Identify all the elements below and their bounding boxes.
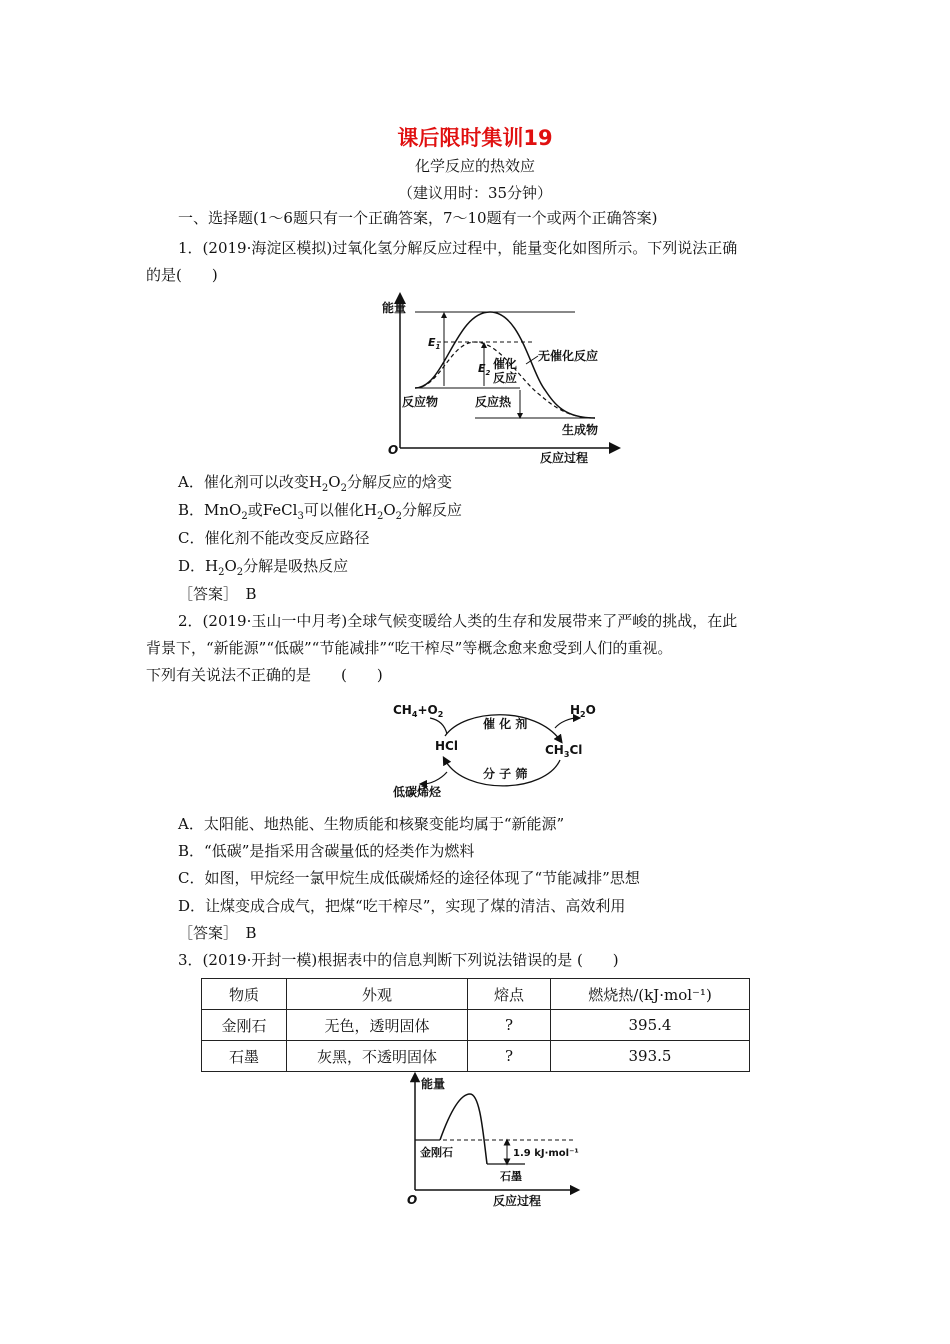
q3-info-table <box>201 978 750 1072</box>
table-header-cell: 外观 <box>287 979 468 1010</box>
table-cell: 灰黑，不透明固体 <box>287 1041 468 1072</box>
q1-energy-diagram <box>370 290 630 465</box>
table-cell: 无色，透明固体 <box>287 1010 468 1041</box>
q1-heat-label: 反应热 <box>475 395 512 409</box>
table-row <box>202 1010 750 1041</box>
q1-option-d: D．$H_2O_2$分解是吸热反应 <box>178 557 349 578</box>
q1-x-axis-label: 反应过程 <box>540 451 589 465</box>
q1-option-a: A．催化剂可以改变$H_2O_2$分解反应的焓变 <box>178 473 452 494</box>
table-header-cell: 燃烧热/(kJ·mol⁻¹) <box>551 979 750 1010</box>
table-header-row <box>202 979 750 1010</box>
q2-stem-line2: 背景下，“新能源”“低碳”“节能减排”“吃干榨尽”等概念愈来愈受到人们的重视。 <box>146 639 673 657</box>
q2-hcl-label: HCl <box>435 739 458 753</box>
q1-e1-label: $E_1$ <box>428 336 441 351</box>
q1-catalyzed-label-2: 反应 <box>493 371 518 385</box>
table-cell: 金刚石 <box>202 1010 287 1041</box>
q2-answer: ［答案］ B <box>178 924 257 942</box>
q1-stem-line2: 的是( ) <box>146 266 218 284</box>
q3-graphite-label: 石墨 <box>500 1170 522 1183</box>
q2-stem-line3: 下列有关说法不正确的是 ( ) <box>146 666 383 684</box>
q2-h2o-label: $H_2O$ <box>570 703 596 719</box>
table-cell: 395.4 <box>551 1010 750 1041</box>
table-cell: ? <box>468 1041 551 1072</box>
q1-origin: O <box>388 443 399 457</box>
q3-delta-label: 1.9 kJ·mol⁻¹ <box>513 1148 579 1159</box>
q1-option-b: B．MnO$_2$或FeCl$_3$可以催化$H_2O_2$分解反应 <box>178 501 463 522</box>
section-heading: 一、选择题(1～6题只有一个正确答案，7～10题有一个或两个正确答案) <box>178 209 658 227</box>
q3-diamond-label: 金刚石 <box>420 1146 453 1159</box>
page-title: 课后限时集训19 <box>397 126 553 150</box>
q1-catalyzed-label-1: 催化 <box>493 357 518 371</box>
q3-energy-diagram <box>395 1072 585 1212</box>
q2-stem-line1: 2．(2019·玉山一中月考)全球气候变暖给人类的生存和发展带来了严峻的挑战，在此 <box>178 612 738 630</box>
page-subtitle: 化学反应的热效应 <box>414 157 535 175</box>
table-cell: 393.5 <box>551 1041 750 1072</box>
table-cell: 石墨 <box>202 1041 287 1072</box>
q3-origin: O <box>407 1193 418 1207</box>
q2-option-c: C．如图，甲烷经一氯甲烷生成低碳烯烃的途径体现了“节能减排”思想 <box>178 869 640 887</box>
q3-stem: 3．(2019·开封一模)根据表中的信息判断下列说法错误的是 ( ) <box>178 951 619 969</box>
q2-cycle-diagram <box>385 698 605 803</box>
q3-y-axis-label: 能量 <box>421 1077 446 1091</box>
q2-ch4-label: $CH_4+O_2$ <box>393 703 444 719</box>
q3-x-axis-label: 反应过程 <box>493 1194 542 1208</box>
q1-reactant-label: 反应物 <box>402 395 439 409</box>
q2-olefin-label: 低碳烯烃 <box>393 785 442 799</box>
q2-sieve-label: 分 子 筛 <box>483 767 528 781</box>
q2-option-d: D．让煤变成合成气，把煤“吃干榨尽”，实现了煤的清洁、高效利用 <box>178 897 626 915</box>
q1-e2-label: $E_2$ <box>478 362 491 377</box>
q1-answer: ［答案］ B <box>178 585 257 603</box>
table-header-cell: 熔点 <box>468 979 551 1010</box>
q2-option-a: A．太阳能、地热能、生物质能和核聚变能均属于“新能源” <box>178 815 565 833</box>
table-row <box>202 1041 750 1072</box>
suggested-time: （建议用时：35分钟） <box>397 184 553 202</box>
table-cell: ? <box>468 1010 551 1041</box>
q2-catalyst-label: 催 化 剂 <box>483 717 528 731</box>
q1-option-c: C．催化剂不能改变反应路径 <box>178 529 370 547</box>
q2-option-b: B．“低碳”是指采用含碳量低的烃类作为燃料 <box>178 842 475 860</box>
q1-uncatalyzed-label: 无催化反应 <box>538 349 599 363</box>
q1-product-label: 生成物 <box>562 423 599 437</box>
q1-y-axis-label-1: 能量 <box>382 301 407 315</box>
table-header-cell: 物质 <box>202 979 287 1010</box>
q2-ch3cl-label: $CH_3Cl$ <box>545 743 583 759</box>
q1-stem-line1: 1．(2019·海淀区模拟)过氧化氢分解反应过程中，能量变化如图所示。下列说法正确 <box>178 239 738 257</box>
